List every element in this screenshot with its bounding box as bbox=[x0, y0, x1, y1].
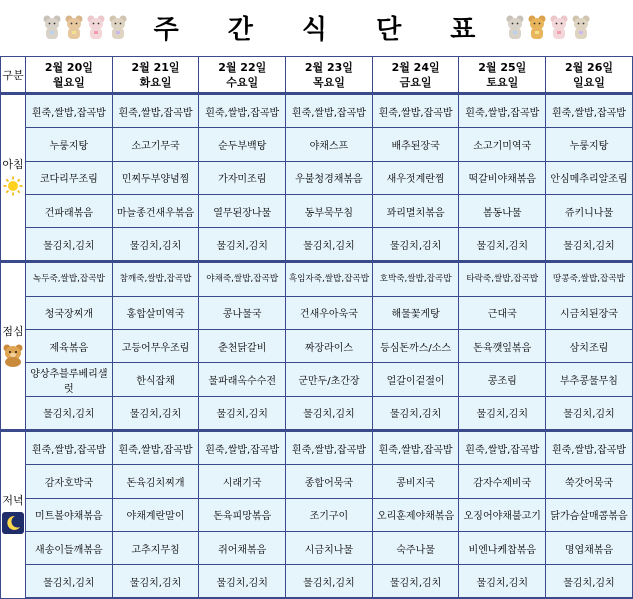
menu-cell: 군만두/초간장 bbox=[286, 363, 373, 396]
menu-row bbox=[1, 531, 633, 564]
menu-cell: 안심메추리알조림 bbox=[546, 161, 633, 194]
meal-label-box bbox=[1, 323, 25, 370]
menu-cell: 닭가슴살매콤볶음 bbox=[546, 498, 633, 531]
menu-row bbox=[1, 262, 633, 296]
menu-cell: 시래기국 bbox=[199, 465, 286, 498]
day-weekday: 수요일 bbox=[226, 75, 259, 89]
day-weekday: 목요일 bbox=[312, 75, 345, 89]
menu-cell: 흰죽,쌀밥,잡곡밥 bbox=[26, 94, 113, 128]
menu-cell: 오징어야채불고기 bbox=[459, 498, 546, 531]
menu-cell: 흰죽,쌀밥,잡곡밥 bbox=[26, 430, 113, 464]
menu-row bbox=[1, 498, 633, 531]
meal-label-cell bbox=[1, 94, 26, 262]
menu-cell: 물파래옥수수전 bbox=[199, 363, 286, 396]
menu-cell: 한식잡채 bbox=[112, 363, 199, 396]
menu-cell: 물김치,김치 bbox=[26, 565, 113, 599]
menu-cell: 종합어묵국 bbox=[286, 465, 373, 498]
menu-cell: 물김치,김치 bbox=[372, 228, 459, 262]
menu-cell: 흰죽,쌀밥,잡곡밥 bbox=[286, 430, 373, 464]
menu-cell: 고등어무우조림 bbox=[112, 330, 199, 363]
day-weekday: 금요일 bbox=[399, 75, 432, 89]
menu-cell: 비엔나케찹볶음 bbox=[459, 531, 546, 564]
weekly-menu-table bbox=[0, 56, 633, 599]
menu-row bbox=[1, 396, 633, 430]
bear-icon bbox=[42, 14, 62, 40]
meal-label-box bbox=[1, 156, 25, 199]
menu-cell: 가자미조림 bbox=[199, 161, 286, 194]
menu-cell: 누룽지탕 bbox=[26, 128, 113, 161]
menu-cell: 물김치,김치 bbox=[199, 228, 286, 262]
menu-cell: 돈육피망볶음 bbox=[199, 498, 286, 531]
meal-label-cell bbox=[1, 430, 26, 598]
menu-row bbox=[1, 94, 633, 128]
menu-cell: 흰죽,쌀밥,잡곡밥 bbox=[372, 430, 459, 464]
meal-label: 아침 bbox=[2, 158, 24, 172]
menu-row bbox=[1, 228, 633, 262]
day-date: 2월 25일 bbox=[478, 60, 527, 74]
menu-cell: 새송이들깨볶음 bbox=[26, 531, 113, 564]
menu-cell: 물김치,김치 bbox=[199, 396, 286, 430]
menu-cell: 소고기무국 bbox=[112, 128, 199, 161]
menu-cell: 흰죽,쌀밥,잡곡밥 bbox=[112, 430, 199, 464]
menu-cell: 감자호박국 bbox=[26, 465, 113, 498]
menu-cell: 배추된장국 bbox=[372, 128, 459, 161]
menu-row bbox=[1, 565, 633, 599]
menu-cell: 떡갈비야채볶음 bbox=[459, 161, 546, 194]
menu-cell: 물김치,김치 bbox=[546, 565, 633, 599]
menu-cell: 물김치,김치 bbox=[26, 396, 113, 430]
menu-cell: 코다리무조림 bbox=[26, 161, 113, 194]
menu-cell: 녹두죽,쌀밥,잡곡밥 bbox=[26, 262, 113, 296]
day-date: 2월 24일 bbox=[391, 60, 440, 74]
menu-cell: 물김치,김치 bbox=[546, 396, 633, 430]
bear-icon bbox=[108, 14, 128, 40]
menu-cell: 삼치조림 bbox=[546, 330, 633, 363]
day-date: 2월 23일 bbox=[304, 60, 353, 74]
menu-cell: 쥐어채볶음 bbox=[199, 531, 286, 564]
menu-cell: 콩나물국 bbox=[199, 296, 286, 329]
menu-cell: 양상추블루베리샐럿 bbox=[26, 363, 113, 396]
menu-cell: 얼갈이겉절이 bbox=[372, 363, 459, 396]
menu-cell: 마늘종건새우볶음 bbox=[112, 194, 199, 227]
bear-mascot-icon bbox=[2, 343, 24, 370]
day-header bbox=[26, 57, 113, 94]
menu-cell: 흰죽,쌀밥,잡곡밥 bbox=[112, 94, 199, 128]
menu-cell: 돈육김치찌개 bbox=[112, 465, 199, 498]
day-date: 2월 26일 bbox=[564, 60, 613, 74]
day-weekday: 월요일 bbox=[52, 75, 85, 89]
menu-cell: 쥬키니나물 bbox=[546, 194, 633, 227]
menu-cell: 제육볶음 bbox=[26, 330, 113, 363]
menu-cell: 흰죽,쌀밥,잡곡밥 bbox=[546, 94, 633, 128]
day-header-row bbox=[1, 57, 633, 94]
bear-decoration-right bbox=[505, 14, 591, 40]
menu-cell: 흰죽,쌀밥,잡곡밥 bbox=[199, 94, 286, 128]
menu-cell: 동부묵무침 bbox=[286, 194, 373, 227]
menu-cell: 해물꽃게탕 bbox=[372, 296, 459, 329]
menu-cell: 춘천닭갈비 bbox=[199, 330, 286, 363]
menu-cell: 민찌두부양념찜 bbox=[112, 161, 199, 194]
menu-cell: 물김치,김치 bbox=[112, 565, 199, 599]
bear-icon bbox=[527, 14, 547, 40]
menu-row bbox=[1, 128, 633, 161]
menu-cell: 홍합살미역국 bbox=[112, 296, 199, 329]
day-header bbox=[112, 57, 199, 94]
menu-cell: 감자수제비국 bbox=[459, 465, 546, 498]
menu-cell: 물김치,김치 bbox=[112, 396, 199, 430]
bear-icon bbox=[64, 14, 84, 40]
menu-row bbox=[1, 430, 633, 464]
menu-cell: 건새우아욱국 bbox=[286, 296, 373, 329]
menu-cell: 물김치,김치 bbox=[286, 396, 373, 430]
menu-cell: 건파래볶음 bbox=[26, 194, 113, 227]
moon-icon bbox=[2, 512, 24, 537]
menu-cell: 시금치나물 bbox=[286, 531, 373, 564]
menu-cell: 고추지무침 bbox=[112, 531, 199, 564]
menu-cell: 명엽채볶음 bbox=[546, 531, 633, 564]
day-header bbox=[286, 57, 373, 94]
menu-row bbox=[1, 194, 633, 227]
day-date: 2월 20일 bbox=[44, 60, 93, 74]
menu-row bbox=[1, 161, 633, 194]
menu-cell: 콩비지국 bbox=[372, 465, 459, 498]
menu-body bbox=[1, 94, 633, 599]
menu-cell: 청국장찌개 bbox=[26, 296, 113, 329]
menu-cell: 흰죽,쌀밥,잡곡밥 bbox=[459, 430, 546, 464]
menu-cell: 짜장라이스 bbox=[286, 330, 373, 363]
menu-cell: 조기구이 bbox=[286, 498, 373, 531]
menu-cell: 물김치,김치 bbox=[459, 396, 546, 430]
menu-cell: 부추콩물무침 bbox=[546, 363, 633, 396]
menu-cell: 물김치,김치 bbox=[372, 565, 459, 599]
menu-cell: 흰죽,쌀밥,잡곡밥 bbox=[372, 94, 459, 128]
menu-cell: 흑임자죽,쌀밥,잡곡밥 bbox=[286, 262, 373, 296]
menu-cell: 야채스프 bbox=[286, 128, 373, 161]
menu-cell: 순두부백탕 bbox=[199, 128, 286, 161]
day-header bbox=[459, 57, 546, 94]
day-header bbox=[372, 57, 459, 94]
menu-cell: 흰죽,쌀밥,잡곡밥 bbox=[459, 94, 546, 128]
menu-cell: 콩조림 bbox=[459, 363, 546, 396]
menu-cell: 타락죽,쌀밥,잡곡밥 bbox=[459, 262, 546, 296]
menu-cell: 흰죽,쌀밥,잡곡밥 bbox=[546, 430, 633, 464]
menu-cell: 숙주나물 bbox=[372, 531, 459, 564]
bear-icon bbox=[571, 14, 591, 40]
meal-label-cell bbox=[1, 262, 26, 430]
menu-cell: 소고기미역국 bbox=[459, 128, 546, 161]
page-title: 주 간 식 단 표 bbox=[153, 14, 496, 45]
day-date: 2월 21일 bbox=[131, 60, 180, 74]
menu-cell: 물김치,김치 bbox=[459, 565, 546, 599]
day-weekday: 토요일 bbox=[486, 75, 519, 89]
menu-cell: 시금치된장국 bbox=[546, 296, 633, 329]
menu-cell: 쑥갓어묵국 bbox=[546, 465, 633, 498]
menu-cell: 호박죽,쌀밥,잡곡밥 bbox=[372, 262, 459, 296]
day-weekday: 일요일 bbox=[573, 75, 605, 89]
meal-label-box bbox=[1, 492, 25, 537]
sun-icon bbox=[3, 176, 23, 199]
day-date: 2월 22일 bbox=[218, 60, 267, 74]
bear-decoration-left bbox=[42, 14, 128, 40]
menu-cell: 등심돈까스/소스 bbox=[372, 330, 459, 363]
menu-row bbox=[1, 296, 633, 329]
menu-cell: 야채계란말이 bbox=[112, 498, 199, 531]
day-header bbox=[546, 57, 633, 94]
menu-row bbox=[1, 363, 633, 396]
menu-cell: 물김치,김치 bbox=[199, 565, 286, 599]
menu-cell: 근대국 bbox=[459, 296, 546, 329]
menu-cell: 물김치,김치 bbox=[26, 228, 113, 262]
menu-cell: 새우젓계란찜 bbox=[372, 161, 459, 194]
menu-cell: 흰죽,쌀밥,잡곡밥 bbox=[199, 430, 286, 464]
menu-cell: 물김치,김치 bbox=[286, 228, 373, 262]
menu-cell: 물김치,김치 bbox=[546, 228, 633, 262]
menu-cell: 물김치,김치 bbox=[286, 565, 373, 599]
menu-cell: 야채죽,쌀밥,잡곡밥 bbox=[199, 262, 286, 296]
bear-icon bbox=[549, 14, 569, 40]
menu-cell: 흰죽,쌀밥,잡곡밥 bbox=[286, 94, 373, 128]
page-header bbox=[0, 0, 633, 54]
meal-label: 점심 bbox=[2, 324, 24, 338]
menu-cell: 누룽지탕 bbox=[546, 128, 633, 161]
menu-cell: 돈육깻잎볶음 bbox=[459, 330, 546, 363]
menu-row bbox=[1, 465, 633, 498]
day-header bbox=[199, 57, 286, 94]
menu-cell: 오리훈제야채볶음 bbox=[372, 498, 459, 531]
meal-label: 저녁 bbox=[2, 494, 24, 508]
menu-cell: 봄동나물 bbox=[459, 194, 546, 227]
menu-cell: 참깨죽,쌀밥,잡곡밥 bbox=[112, 262, 199, 296]
day-weekday: 화요일 bbox=[139, 75, 172, 89]
menu-cell: 땅콩죽,쌀밥,잡곡밥 bbox=[546, 262, 633, 296]
menu-row bbox=[1, 330, 633, 363]
menu-cell: 꽈리멸치볶음 bbox=[372, 194, 459, 227]
bear-icon bbox=[86, 14, 106, 40]
menu-cell: 우불청경채볶음 bbox=[286, 161, 373, 194]
bear-icon bbox=[505, 14, 525, 40]
menu-cell: 물김치,김치 bbox=[112, 228, 199, 262]
menu-cell: 미트볼야채볶음 bbox=[26, 498, 113, 531]
menu-cell: 열무된장나물 bbox=[199, 194, 286, 227]
menu-cell: 물김치,김치 bbox=[372, 396, 459, 430]
menu-cell: 물김치,김치 bbox=[459, 228, 546, 262]
corner-label: 구분 bbox=[1, 57, 26, 94]
